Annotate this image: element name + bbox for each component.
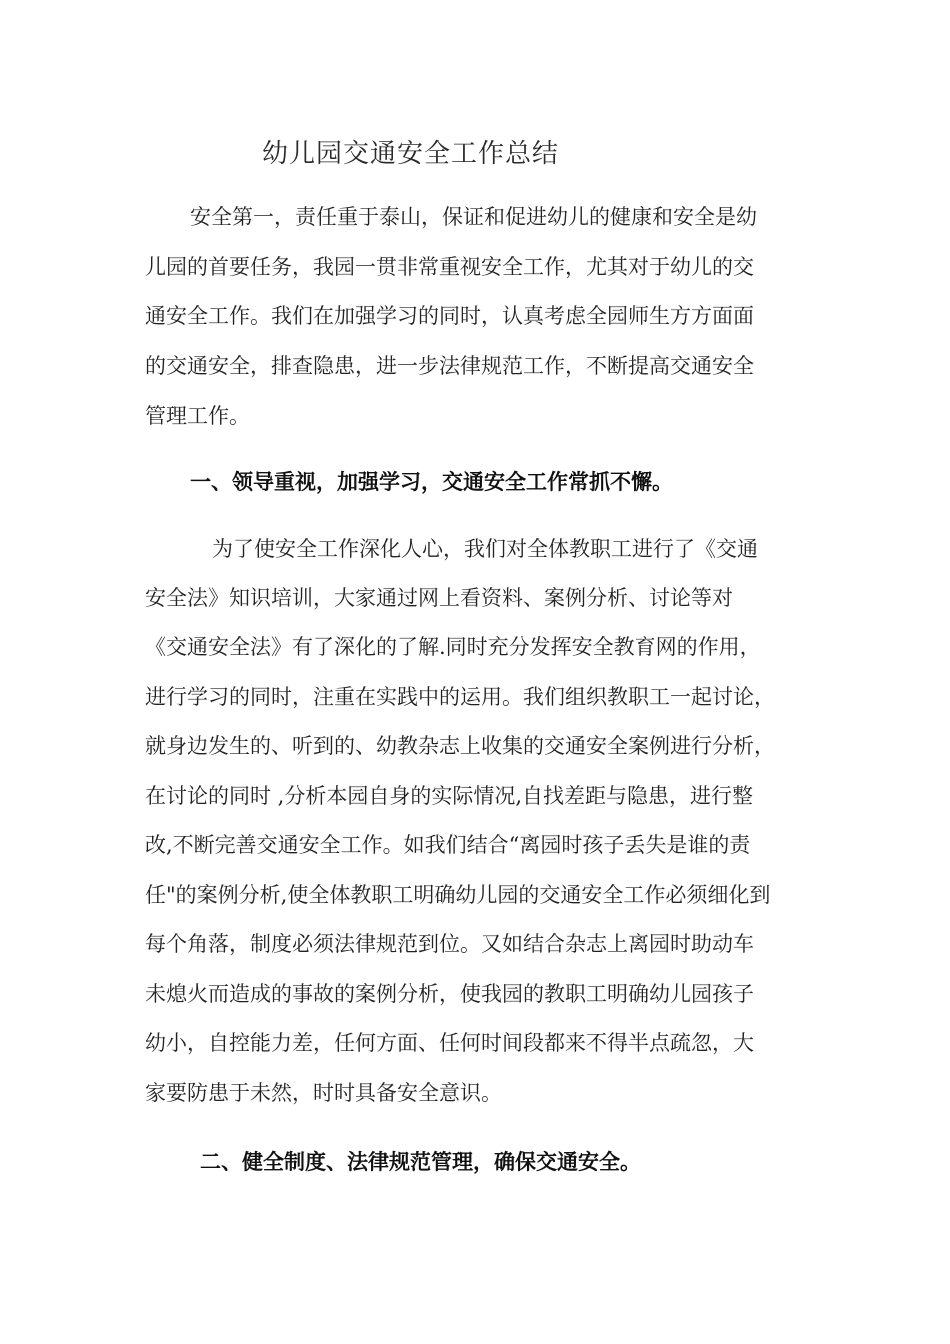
- section-heading-2: 二、健全制度、法律规范管理，确保交通安全。: [200, 1150, 641, 1174]
- paragraph-1-line-4: 的交通安全，排查隐患，进一步法律规范工作，不断提高交通安全: [145, 354, 754, 378]
- paragraph-2-line-11: 幼小，自控能力差，任何方面、任何时间段都来不得半点疏忽，大: [145, 1031, 754, 1055]
- paragraph-1-line-5: 管理工作。: [145, 404, 250, 428]
- paragraph-1-line-2: 儿园的首要任务，我园一贯非常重视安全工作，尤其对于幼儿的交: [145, 255, 754, 279]
- section-heading-1: 一、领导重视，加强学习，交通安全工作常抓不懈。: [190, 470, 673, 494]
- paragraph-2-line-10: 未熄火而造成的事故的案例分析，使我园的教职工明确幼儿园孩子: [145, 982, 754, 1006]
- paragraph-2-line-8: 任"的案例分析,使全体教职工明确幼儿园的交通安全工作必须细化到: [145, 883, 771, 907]
- paragraph-2-line-6: 在讨论的同时 ,分析本园自身的实际情况,自找差距与隐患，进行整: [145, 784, 754, 808]
- paragraph-2-line-3: 《交通安全法》有了深化的了解.同时充分发挥安全教育网的作用，: [145, 635, 761, 659]
- paragraph-2-line-1: 为了使安全工作深化人心，我们对全体教职工进行了《交通: [212, 537, 758, 561]
- paragraph-2-line-4: 进行学习的同时，注重在实践中的运用。我们组织教职工一起讨论，: [145, 685, 775, 709]
- paragraph-1-line-3: 通安全工作。我们在加强学习的同时，认真考虑全园师生方方面面: [145, 304, 754, 328]
- paragraph-2-line-5: 就身边发生的、听到的、幼教杂志上收集的交通安全案例进行分析，: [145, 734, 775, 758]
- paragraph-2-line-12: 家要防患于未然，时时具备安全意识。: [145, 1081, 502, 1105]
- paragraph-2-line-2: 安全法》知识培训，大家通过网上看资料、案例分析、讨论等对: [145, 586, 733, 610]
- paragraph-2-line-9: 每个角落，制度必须法律规范到位。又如结合杂志上离园时助动车: [145, 932, 754, 956]
- paragraph-2-line-7: 改,不断完善交通安全工作。如我们结合“离园时孩子丢失是谁的责: [145, 833, 751, 857]
- document-title: 幼儿园交通安全工作总结: [262, 139, 560, 169]
- paragraph-1-line-1: 安全第一，责任重于泰山，保证和促进幼儿的健康和安全是幼: [190, 205, 757, 229]
